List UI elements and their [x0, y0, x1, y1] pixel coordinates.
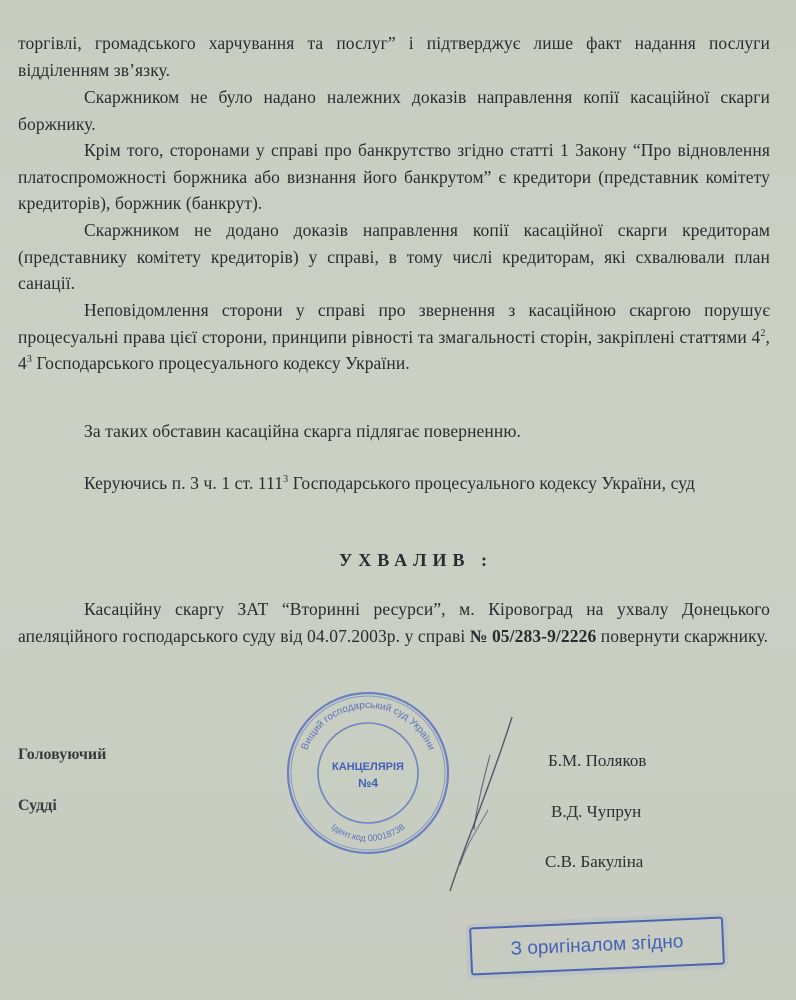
- seal-ring-bottom-text: Ідент.код 00018738: [329, 821, 407, 844]
- superscript-3b: 3: [283, 474, 289, 486]
- paragraph-7-text-b: Господарського процесуального кодексу України, суд: [288, 473, 695, 493]
- paragraph-6-text: За таких обставин касаційна скарга підлягає поверненню.: [84, 421, 521, 441]
- judges-label: Судді: [18, 797, 57, 814]
- certified-copy-stamp: З оригіналом згідно: [469, 916, 725, 975]
- judge-name-2: В.Д. Чупрун: [551, 802, 642, 821]
- ruling-heading: УХВАЛИВ :: [339, 550, 493, 570]
- paragraph-5: [18, 297, 770, 377]
- paragraph-3-text: Крім того, сторонами у справі про банкрутство згідно статті 1 Закону “Про відновлення платоспроможності боржника або визнання його банкрутом” є кредитори (представник комітету кредиторів), боржник (банкрут).: [18, 140, 770, 214]
- paragraph-8-text-a: Касаційну скаргу ЗАТ “Вторинні ресурси”, м. Кіровоград на ухвалу Донецького апеляційного господарського суду від 04.07.2003р. у справі: [18, 599, 770, 646]
- seal-ring-top-text: Вищий господарський суд України: [299, 699, 437, 752]
- paragraph-1: [18, 30, 770, 83]
- paragraph-2: [18, 84, 770, 137]
- judge-name-3: С.В. Бакуліна: [545, 852, 644, 871]
- paragraph-5-text-c: Господарського процесуального кодексу України.: [31, 353, 410, 374]
- signature-scribble: [430, 715, 520, 895]
- seal-center-line-1: КАНЦЕЛЯРІЯ: [332, 761, 404, 773]
- paragraph-5-text-a: Неповідомлення сторони у справі про звернення з касаційною скаргою порушує процесуальні права цієї сторони, принципи рівності та змагальності сторін, закріплені статтями 4: [18, 300, 770, 347]
- paragraph-1-text: торгівлі, громадського харчування та послуг” і підтверджує лише факт надання послуги відділенням зв’язку.: [18, 33, 770, 80]
- paragraph-6: [18, 418, 770, 445]
- superscript-3: 3: [26, 354, 32, 366]
- paragraph-7-text-a: Керуючись п. 3 ч. 1 ст. 111: [84, 473, 284, 493]
- paragraph-5-text-b: , 4: [18, 326, 770, 374]
- superscript-2: 2: [760, 327, 766, 339]
- paragraph-4-text: Скаржником не додано доказів направлення копії касаційної скарги кредиторам (представнику комітету кредиторів) у справі, в тому числі кредиторам, які схвалювали план санації.: [18, 220, 770, 294]
- paragraph-4: [18, 217, 770, 297]
- paragraph-8-text-b: повернути скаржнику.: [596, 625, 769, 646]
- case-number: № 05/283-9/2226: [469, 625, 597, 646]
- court-seal-svg: [283, 688, 453, 858]
- court-seal: [283, 688, 453, 858]
- judge-name-1: Б.М. Поляков: [548, 751, 647, 770]
- presiding-judge-label: Головуючий: [18, 746, 107, 763]
- paragraph-8: [18, 596, 770, 649]
- paragraph-2-text: Скаржником не було надано належних доказів направлення копії касаційної скарги боржнику.: [18, 87, 770, 134]
- paragraph-7: [18, 470, 770, 497]
- seal-center-line-2: №4: [357, 776, 379, 790]
- paragraph-3: [18, 137, 770, 217]
